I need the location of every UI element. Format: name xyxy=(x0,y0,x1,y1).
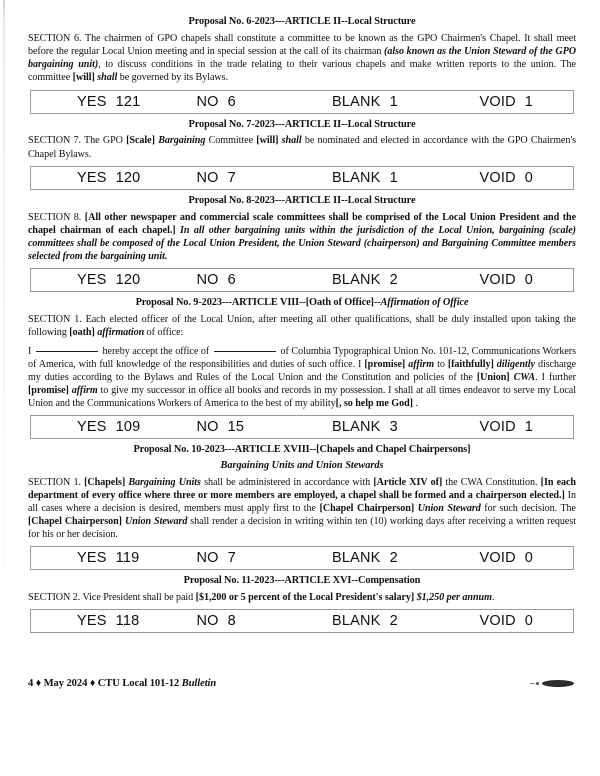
vote-cell-blank xyxy=(302,170,438,186)
vote-tally-box xyxy=(30,90,574,114)
added-text: diligently xyxy=(496,358,535,370)
vote-cell-void xyxy=(438,272,574,288)
deleted-text: [will] xyxy=(256,135,279,147)
added-text: shall xyxy=(281,135,302,147)
proposal-paragraph xyxy=(28,134,576,160)
body-text-run: SECTION 7. The GPO xyxy=(28,135,127,147)
deleted-text: [All other newspaper and commercial scale committees shall be comprised of the Local Union President and the chapel chairman of each chapel.] xyxy=(28,211,577,236)
vote-label-blank: BLANK xyxy=(332,613,381,630)
vote-label-yes: YES xyxy=(77,419,107,436)
deleted-text: [will] xyxy=(72,72,95,84)
vote-cell-void xyxy=(438,550,574,566)
proposal-block xyxy=(28,297,576,439)
vote-cell-no xyxy=(167,613,303,629)
body-text-run: hereby accept the office of xyxy=(99,345,212,357)
vote-label-no: NO xyxy=(196,272,219,289)
added-text: In all other bargaining units within the jurisdiction of the Local Union, bargaining (scale) committees shall be composed of the Local Union President, the Union Steward (chairperson) and Bargaining Committee members selected from the bargaining unit. xyxy=(28,224,576,263)
body-text-run: to give my successor in office all books and records in my possession. I shall at all times endeavor to serve my Local Union and the Communications Workers of America to the best of my ability xyxy=(28,385,576,410)
vote-tally-box xyxy=(30,415,574,439)
body-text-run: shall render a decision in writing within ten (10) working days after receiving a written request for his or her decision. xyxy=(28,516,576,541)
proposal-block xyxy=(28,444,576,570)
vote-label-void: VOID xyxy=(479,272,516,289)
body-text-run: be nominated and elected in accordance with the GPO Chairmen's Chapel Bylaws. xyxy=(28,135,576,160)
vote-label-blank: BLANK xyxy=(332,419,381,436)
body-text-run: of office: xyxy=(144,327,184,339)
vote-value-void: 0 xyxy=(524,613,534,630)
body-text-run: shall be administered in accordance with xyxy=(200,476,374,488)
vote-cell-blank xyxy=(302,419,438,435)
deleted-text: [faithfully] xyxy=(447,358,494,370)
added-text: affirmation xyxy=(97,327,145,339)
vote-cell-void xyxy=(438,170,574,186)
vote-label-void: VOID xyxy=(479,550,516,567)
footer-citation xyxy=(28,678,216,689)
added-text: $1,250 per annum xyxy=(416,592,492,604)
scan-edge-artifact xyxy=(3,0,5,700)
footer-publication: CTU Local 101-12 xyxy=(97,678,180,689)
footer-publication-italic: Bulletin xyxy=(181,678,217,689)
body-text-run: Committee xyxy=(205,135,257,147)
vote-label-no: NO xyxy=(196,419,219,436)
vote-label-yes: YES xyxy=(77,550,107,567)
proposal-title-italic: Affirmation of Office xyxy=(380,297,469,309)
proposal-paragraph xyxy=(28,211,576,264)
proposal-title xyxy=(28,195,576,208)
vote-label-yes: YES xyxy=(77,93,107,110)
vote-cell-no xyxy=(167,550,303,566)
vote-value-blank: 3 xyxy=(389,419,398,436)
vote-value-yes: 119 xyxy=(115,550,140,567)
proposal-paragraph xyxy=(28,591,576,604)
vote-tally-box xyxy=(30,609,574,633)
body-text-run: discharge my duties according to the Bylaws and Rules of the Local Union and the Constitution and policies of the xyxy=(28,358,576,383)
body-text-run: . xyxy=(491,592,495,604)
added-text: Bargaining Units xyxy=(128,476,201,488)
proposal-block xyxy=(28,195,576,293)
vote-label-yes: YES xyxy=(77,272,107,289)
vote-cell-void xyxy=(438,94,574,110)
proposal-title xyxy=(28,16,576,29)
printers-mark-ornament-icon xyxy=(530,678,576,689)
vote-value-blank: 2 xyxy=(389,613,398,630)
vote-label-void: VOID xyxy=(479,613,516,630)
deleted-text: [Chapels] xyxy=(84,476,126,488)
vote-value-yes: 109 xyxy=(115,419,141,436)
vote-value-void: 1 xyxy=(524,419,534,436)
proposal-block xyxy=(28,119,576,190)
proposal-title xyxy=(28,297,576,310)
vote-cell-void xyxy=(438,419,574,435)
vote-label-blank: BLANK xyxy=(332,93,381,110)
proposal-subtitle: Bargaining Units and Union Stewards xyxy=(220,460,384,472)
vote-label-blank: BLANK xyxy=(332,169,381,186)
vote-value-blank: 2 xyxy=(389,550,398,567)
vote-value-void: 0 xyxy=(524,550,534,567)
vote-cell-yes xyxy=(31,419,167,435)
deleted-text: [Union] xyxy=(476,371,510,383)
fill-in-blank-line xyxy=(214,351,276,352)
proposal-title xyxy=(28,119,576,132)
deleted-text: [In each department of every office where three or more members are employed, a chapel shall be formed and a chairperson elected.] xyxy=(28,476,576,501)
proposal-block xyxy=(28,575,576,633)
vote-cell-yes xyxy=(31,272,167,288)
deleted-text: [Article XIV of] xyxy=(373,476,443,488)
vote-value-void: 0 xyxy=(524,169,534,186)
body-text-run: the CWA Constitution. xyxy=(442,476,541,488)
vote-value-void: 1 xyxy=(524,93,534,110)
footer-separator-1: ♦ xyxy=(35,678,42,689)
body-text-run: SECTION 1. xyxy=(28,476,85,488)
proposal-title-main: Proposal No. 7-2023---ARTICLE II--Local Structure xyxy=(188,118,416,130)
vote-cell-no xyxy=(167,170,303,186)
vote-cell-blank xyxy=(302,550,438,566)
vote-value-yes: 120 xyxy=(115,169,141,186)
vote-tally-box xyxy=(30,166,574,190)
body-text-run: . I further xyxy=(535,371,576,383)
vote-cell-yes xyxy=(31,550,167,566)
body-text-run: for such decision. The xyxy=(480,502,576,514)
vote-value-blank: 2 xyxy=(389,272,398,289)
deleted-text: [oath] xyxy=(69,327,95,339)
vote-cell-void xyxy=(438,613,574,629)
proposal-paragraph xyxy=(28,476,576,542)
vote-cell-blank xyxy=(302,272,438,288)
vote-value-blank: 1 xyxy=(389,169,398,186)
vote-value-no: 7 xyxy=(227,169,236,186)
vote-cell-yes xyxy=(31,94,167,110)
footer-page-number: 4 xyxy=(28,678,34,689)
deleted-text: [Chapel Chairperson] xyxy=(319,502,415,514)
vote-label-blank: BLANK xyxy=(332,550,381,567)
vote-label-no: NO xyxy=(196,169,219,186)
vote-cell-no xyxy=(167,419,303,435)
added-text: affirm xyxy=(408,358,435,370)
vote-value-yes: 118 xyxy=(115,613,140,630)
deleted-text: [Scale] xyxy=(126,135,155,147)
vote-value-no: 6 xyxy=(227,93,236,110)
vote-value-yes: 120 xyxy=(115,272,141,289)
vote-cell-blank xyxy=(302,613,438,629)
proposal-paragraph xyxy=(28,32,576,85)
added-text: Bargaining xyxy=(158,135,206,147)
proposal-paragraph xyxy=(28,313,576,339)
body-text-run: . xyxy=(412,398,418,410)
vote-value-blank: 1 xyxy=(389,93,398,110)
vote-value-no: 7 xyxy=(227,550,236,567)
vote-cell-yes xyxy=(31,613,167,629)
footer-issue-date: May 2024 xyxy=(43,678,88,689)
added-text: (also known as the Union Steward of the GPO bargaining unit) xyxy=(28,46,576,71)
body-text-run: SECTION 1. Each elected officer of the Local Union, after meeting all other qualifications, shall be duly installed upon taking the following xyxy=(28,314,576,339)
vote-label-no: NO xyxy=(196,613,219,630)
vote-label-void: VOID xyxy=(479,419,516,436)
fill-in-blank-line xyxy=(36,351,98,352)
body-text-run: of Columbia Typographical Union No. 101-12, Communications Workers of America, with full knowledge of the responsibilities and duties of such office. I xyxy=(28,345,576,370)
proposal-title-main: Proposal No. 6-2023---ARTICLE II--Local Structure xyxy=(188,16,416,27)
vote-label-no: NO xyxy=(196,93,219,110)
body-text-run: I xyxy=(28,345,34,357)
deleted-text: [promise] xyxy=(364,358,406,370)
vote-cell-yes xyxy=(31,170,167,186)
vote-cell-no xyxy=(167,272,303,288)
footer-separator-2: ♦ xyxy=(89,678,96,689)
deleted-text: [$1,200 or 5 percent of the Local President's salary] xyxy=(195,592,415,604)
vote-tally-box xyxy=(30,268,574,292)
vote-value-void: 0 xyxy=(524,272,534,289)
added-text: affirm xyxy=(71,385,98,397)
proposal-paragraph xyxy=(28,345,576,411)
vote-label-blank: BLANK xyxy=(332,272,381,289)
proposal-title xyxy=(28,444,576,457)
proposal-title xyxy=(28,575,576,588)
proposal-title-main: Proposal No. 8-2023---ARTICLE II--Local Structure xyxy=(188,194,416,206)
vote-tally-box xyxy=(30,546,574,570)
added-text: shall xyxy=(97,72,118,84)
vote-label-yes: YES xyxy=(77,613,107,630)
body-text-run: SECTION 6. The chairmen of GPO chapels shall constitute a committee to be known as the GPO Chairmen's Chapel. It shall meet before the regular Local Union meeting and in special session at the call of its chairman xyxy=(28,32,576,58)
deleted-text: [, so help me God] xyxy=(335,398,413,410)
vote-cell-no xyxy=(167,94,303,110)
scan-edge-highlight xyxy=(0,0,3,30)
deleted-text: [promise] xyxy=(28,385,69,397)
vote-value-no: 6 xyxy=(227,272,236,289)
body-text-run: to xyxy=(434,358,448,370)
proposal-title-main: Proposal No. 10-2023---ARTICLE XVIII--[Chapels and Chapel Chairpersons] xyxy=(133,444,471,456)
proposal-block xyxy=(28,16,576,114)
deleted-text: [Chapel Chairperson] xyxy=(28,516,122,528)
added-text: CWA xyxy=(513,371,536,383)
vote-label-no: NO xyxy=(196,550,219,567)
vote-value-no: 15 xyxy=(227,419,245,436)
proposal-list xyxy=(28,16,576,633)
added-text: Union Steward xyxy=(124,516,188,528)
vote-label-yes: YES xyxy=(77,169,107,186)
vote-value-no: 8 xyxy=(227,613,236,630)
vote-cell-blank xyxy=(302,94,438,110)
vote-label-void: VOID xyxy=(479,169,516,186)
body-text-run: SECTION 8. xyxy=(28,211,85,223)
proposal-title-main: Proposal No. 9-2023---ARTICLE VIII--[Oath of Office]-- xyxy=(135,297,381,309)
body-text-run: , to discuss conditions in the trade relating to their various chapels and make written reports to the union. The committee xyxy=(28,59,576,84)
proposal-title-main: Proposal No. 11-2023---ARTICLE XVI--Compensation xyxy=(183,575,421,587)
body-text-run: SECTION 2. Vice President shall be paid xyxy=(28,592,196,604)
added-text: Union Steward xyxy=(417,502,481,514)
body-text-run: be governed by its Bylaws. xyxy=(117,72,229,84)
body-text-run: In all cases where a decision is desired, members must apply first to the xyxy=(28,489,576,514)
vote-value-yes: 121 xyxy=(115,93,141,110)
vote-label-void: VOID xyxy=(479,93,516,110)
page-footer xyxy=(28,678,576,689)
